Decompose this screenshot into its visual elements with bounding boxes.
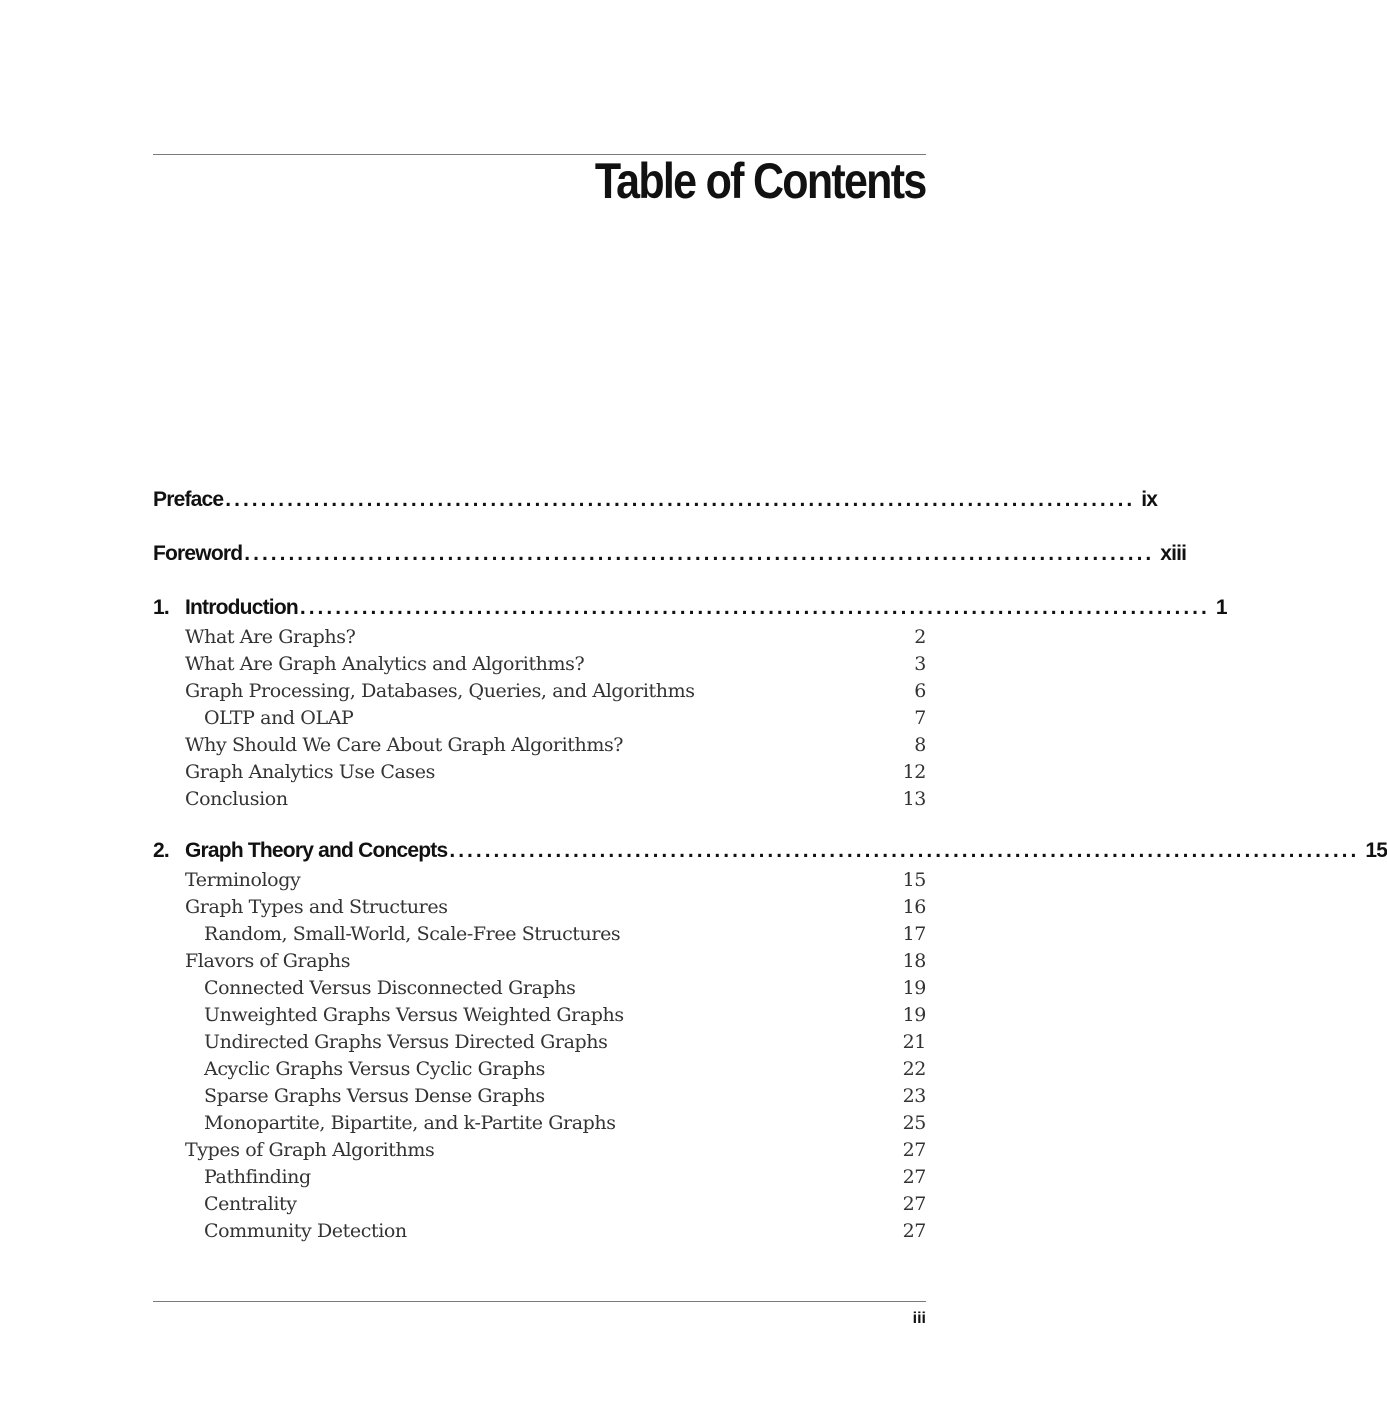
section-page: 15 bbox=[902, 869, 926, 891]
section-title: Acyclic Graphs Versus Cyclic Graphs bbox=[204, 1058, 545, 1080]
toc-subsection[interactable] bbox=[153, 1058, 926, 1085]
dot-leader: ....................................................................................................... bbox=[225, 488, 1136, 511]
section-title: Graph Processing, Databases, Queries, and Algorithms bbox=[185, 680, 695, 702]
section-title: Graph Analytics Use Cases bbox=[185, 761, 435, 783]
section-page: 27 bbox=[902, 1139, 926, 1161]
section-title: Connected Versus Disconnected Graphs bbox=[204, 977, 576, 999]
section-title: What Are Graph Analytics and Algorithms? bbox=[185, 653, 585, 675]
toc-section[interactable] bbox=[153, 788, 926, 815]
section-title: Pathfinding bbox=[204, 1166, 311, 1188]
toc-section[interactable] bbox=[153, 896, 926, 923]
toc-subsection[interactable] bbox=[153, 1112, 926, 1139]
toc-section[interactable] bbox=[153, 626, 926, 653]
toc-subsection[interactable] bbox=[153, 1085, 926, 1112]
dot-leader: ....................................................................................................... bbox=[244, 542, 1155, 565]
section-page: 27 bbox=[902, 1220, 926, 1242]
entry-page: ix bbox=[1141, 488, 1158, 511]
section-title: Flavors of Graphs bbox=[185, 950, 351, 972]
toc-subsection[interactable] bbox=[153, 707, 926, 734]
chapter-title: Introduction bbox=[185, 596, 298, 619]
toc-front-preface[interactable] bbox=[153, 488, 1158, 524]
section-page: 13 bbox=[902, 788, 926, 810]
section-page: 23 bbox=[902, 1085, 926, 1107]
section-title: Terminology bbox=[185, 869, 301, 891]
toc-front-foreword[interactable] bbox=[153, 542, 1187, 578]
section-page: 16 bbox=[902, 896, 926, 918]
entry-page: xiii bbox=[1160, 542, 1187, 565]
toc-list bbox=[153, 488, 1387, 1247]
section-page: 27 bbox=[902, 1166, 926, 1188]
section-page: 22 bbox=[902, 1058, 926, 1080]
toc-chapter-2[interactable] bbox=[153, 839, 1387, 869]
section-page: 27 bbox=[902, 1193, 926, 1215]
entry-title: Preface bbox=[153, 488, 224, 511]
chapter-title: Graph Theory and Concepts bbox=[185, 839, 448, 862]
chapter-page: 15 bbox=[1365, 839, 1387, 862]
toc-subsection[interactable] bbox=[153, 923, 926, 950]
toc-section[interactable] bbox=[153, 653, 926, 680]
section-title: Types of Graph Algorithms bbox=[185, 1139, 435, 1161]
section-page: 19 bbox=[902, 977, 926, 999]
page-title: Table of Contents bbox=[595, 153, 926, 209]
section-page: 17 bbox=[902, 923, 926, 945]
chapter-number: 1. bbox=[153, 596, 169, 619]
section-page: 18 bbox=[902, 950, 926, 972]
section-title: Undirected Graphs Versus Directed Graphs bbox=[204, 1031, 608, 1053]
section-title: Centrality bbox=[204, 1193, 297, 1215]
page-number: iii bbox=[912, 1310, 926, 1327]
section-title: Monopartite, Bipartite, and k-Partite Graphs bbox=[204, 1112, 616, 1134]
section-title: Sparse Graphs Versus Dense Graphs bbox=[204, 1085, 545, 1107]
section-title: Unweighted Graphs Versus Weighted Graphs bbox=[204, 1004, 624, 1026]
section-title: Why Should We Care About Graph Algorithms? bbox=[185, 734, 624, 756]
section-page: 6 bbox=[914, 680, 926, 702]
dot-leader: ....................................................................................................... bbox=[449, 839, 1360, 862]
section-page: 3 bbox=[914, 653, 926, 675]
toc-chapter-1[interactable] bbox=[153, 596, 1227, 626]
section-title: OLTP and OLAP bbox=[204, 707, 354, 729]
toc-section[interactable] bbox=[153, 1139, 926, 1166]
toc-subsection[interactable] bbox=[153, 1166, 926, 1193]
section-page: 25 bbox=[902, 1112, 926, 1134]
toc-subsection[interactable] bbox=[153, 1193, 926, 1220]
toc-section[interactable] bbox=[153, 761, 926, 788]
chapter-number: 2. bbox=[153, 839, 169, 862]
toc-subsection[interactable] bbox=[153, 977, 926, 1004]
section-page: 19 bbox=[902, 1004, 926, 1026]
section-page: 7 bbox=[914, 707, 926, 729]
section-title: Graph Types and Structures bbox=[185, 896, 448, 918]
section-title: Conclusion bbox=[185, 788, 288, 810]
section-page: 2 bbox=[914, 626, 926, 648]
section-title: What Are Graphs? bbox=[185, 626, 356, 648]
section-page: 8 bbox=[914, 734, 926, 756]
toc-subsection[interactable] bbox=[153, 1220, 926, 1247]
chapter-page: 1 bbox=[1215, 596, 1227, 619]
toc-subsection[interactable] bbox=[153, 1031, 926, 1058]
section-title: Community Detection bbox=[204, 1220, 407, 1242]
section-page: 21 bbox=[902, 1031, 926, 1053]
toc-section[interactable] bbox=[153, 680, 926, 707]
dot-leader: ....................................................................................................... bbox=[299, 596, 1210, 619]
bottom-rule bbox=[153, 1301, 926, 1302]
section-page: 12 bbox=[902, 761, 926, 783]
toc-section[interactable] bbox=[153, 734, 926, 761]
section-title: Random, Small-World, Scale-Free Structures bbox=[204, 923, 621, 945]
toc-subsection[interactable] bbox=[153, 1004, 926, 1031]
toc-section[interactable] bbox=[153, 950, 926, 977]
entry-title: Foreword bbox=[153, 542, 243, 565]
toc-section[interactable] bbox=[153, 869, 926, 896]
